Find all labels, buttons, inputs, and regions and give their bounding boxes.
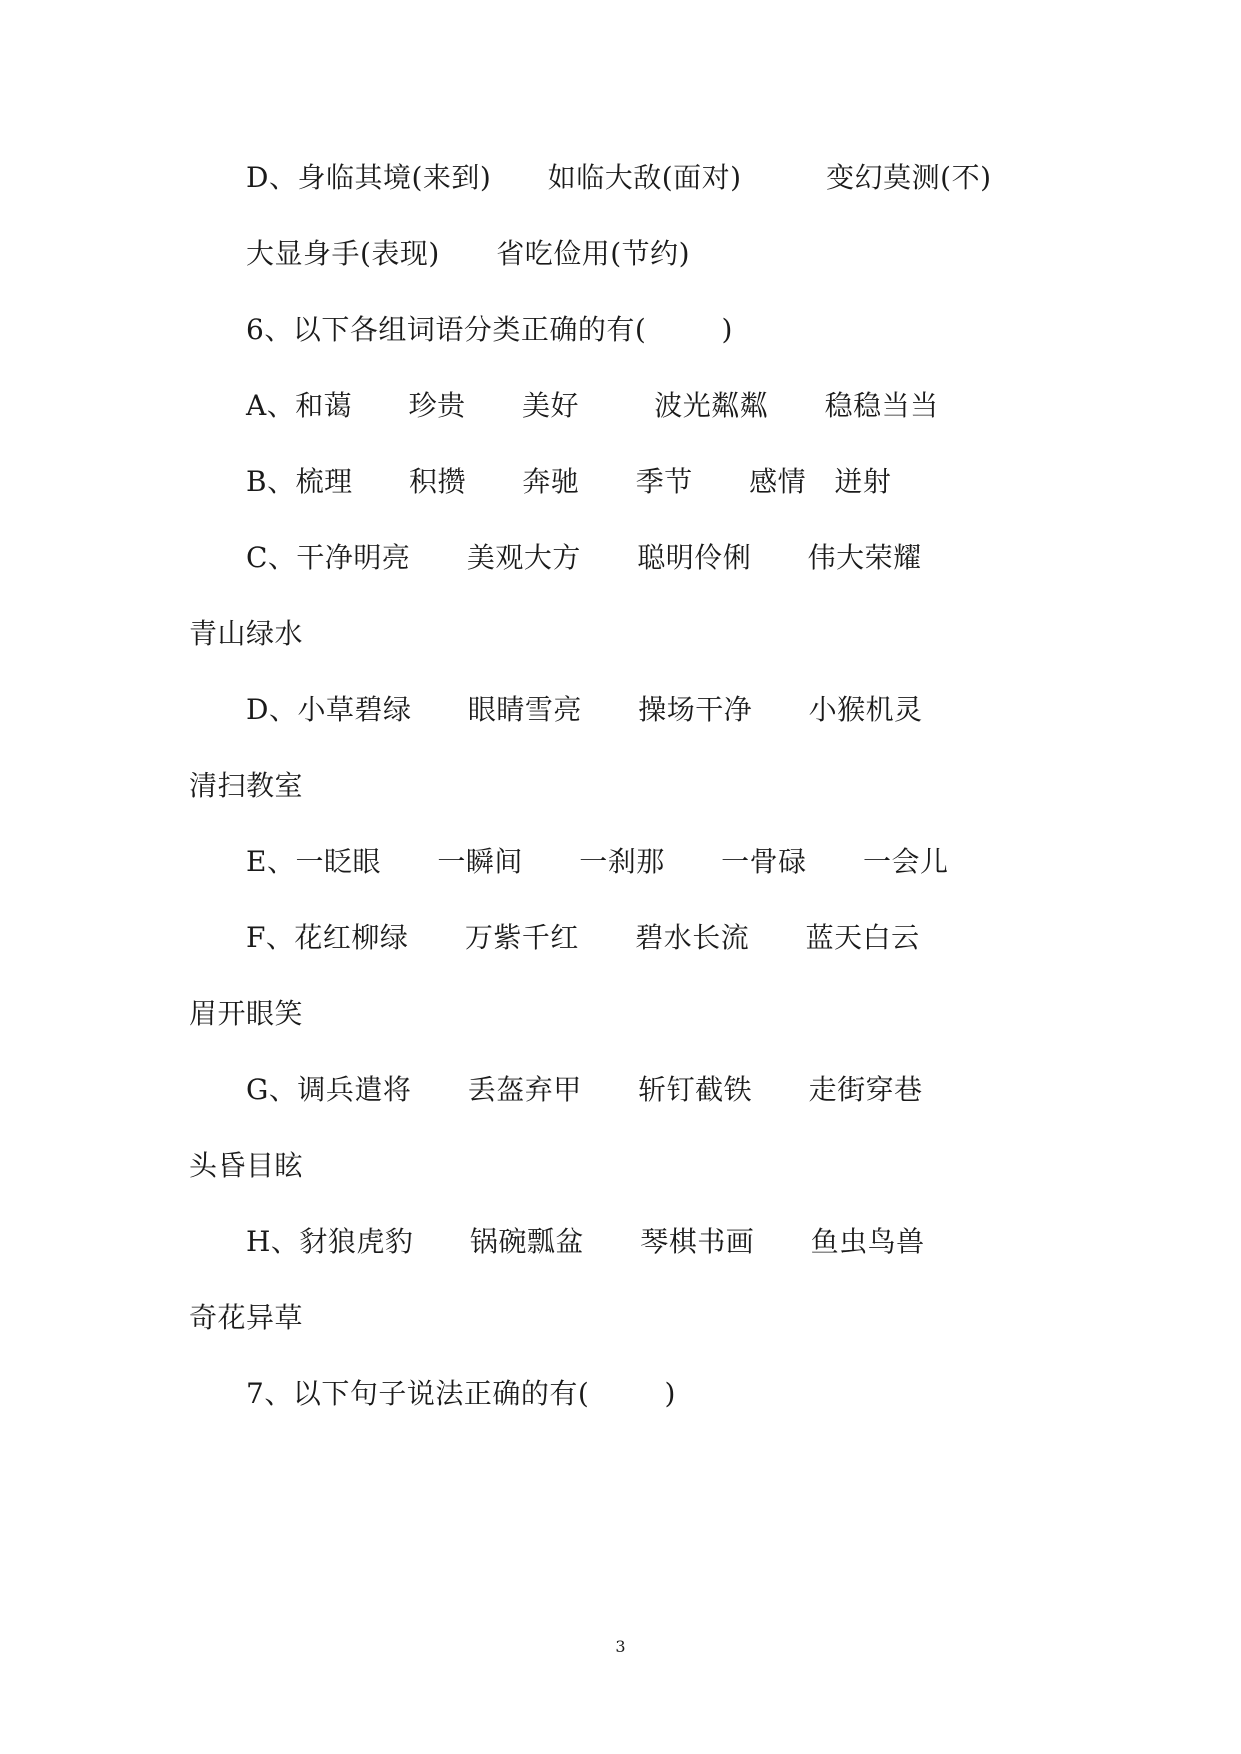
page-number: 3 [615, 1637, 626, 1656]
option-b: B、梳理 积攒 奔驰 季节 感情 迸射 [246, 465, 892, 498]
option-f: F、花红柳绿 万紫千红 碧水长流 蓝天白云 [246, 921, 920, 954]
option-g: G、调兵遣将 丢盔弃甲 斩钉截铁 走街穿巷 [246, 1073, 923, 1106]
question-7: 7、以下句子说法正确的有( ) [246, 1377, 676, 1410]
option-d-line-1: D、身临其境(来到) 如临大敌(面对) 变幻莫测(不) [246, 161, 992, 194]
option-a: A、和蔼 珍贵 美好 波光粼粼 稳稳当当 [246, 389, 939, 422]
option-g-continuation: 头昏目眩 [189, 1149, 304, 1182]
option-d: D、小草碧绿 眼睛雪亮 操场干净 小猴机灵 [246, 693, 923, 726]
option-d-continuation: 清扫教室 [189, 769, 304, 802]
option-c: C、干净明亮 美观大方 聪明伶俐 伟大荣耀 [246, 541, 922, 574]
option-f-continuation: 眉开眼笑 [189, 997, 304, 1030]
option-e: E、一眨眼 一瞬间 一刹那 一骨碌 一会儿 [246, 845, 949, 878]
option-h-continuation: 奇花异草 [189, 1301, 304, 1334]
option-c-continuation: 青山绿水 [189, 617, 304, 650]
option-d-line-2: 大显身手(表现) 省吃俭用(节约) [246, 237, 691, 270]
question-6: 6、以下各组词语分类正确的有( ) [246, 313, 733, 346]
option-h: H、豺狼虎豹 锅碗瓢盆 琴棋书画 鱼虫鸟兽 [246, 1225, 925, 1258]
